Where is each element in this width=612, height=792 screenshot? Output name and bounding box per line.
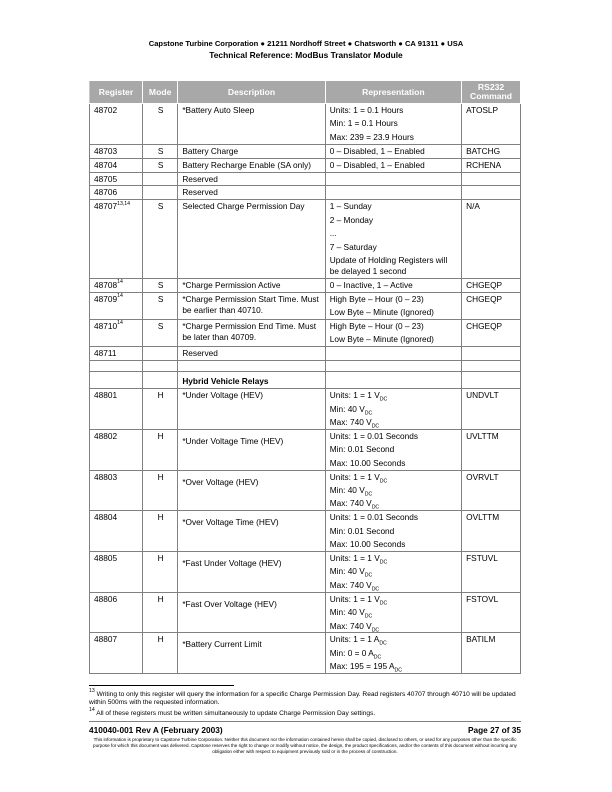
mode-cell bbox=[142, 186, 177, 200]
table-row bbox=[90, 511, 521, 552]
representation-line bbox=[330, 404, 458, 415]
representation-line: ... bbox=[329, 228, 337, 239]
register-number: 48709 bbox=[94, 293, 118, 304]
command-cell bbox=[462, 186, 521, 200]
table-row bbox=[90, 144, 521, 158]
representation-value: Units: 1 = 0.01 Seconds bbox=[329, 430, 419, 441]
representation-cell bbox=[325, 429, 461, 470]
representation-line bbox=[330, 539, 458, 550]
command-cell: FSTUVL bbox=[462, 552, 521, 593]
col-representation: Representation bbox=[325, 81, 461, 104]
table-row bbox=[90, 633, 521, 674]
table-row bbox=[90, 104, 521, 145]
footnote-13-text: Writing to only this register will query the information for a specific Charge Permission Day. Read registers 40707 through 40710 will be updated within 500ms with the requested information. bbox=[89, 691, 516, 706]
table-row bbox=[90, 320, 521, 347]
unit-subscript: DC bbox=[394, 667, 403, 674]
footnote-14-mark: 14 bbox=[89, 706, 95, 713]
table-row bbox=[90, 172, 521, 186]
representation-line bbox=[330, 553, 458, 564]
empty-cell bbox=[142, 361, 177, 372]
register-footnote-ref: 14 bbox=[117, 279, 123, 286]
footnote-14-text: All of these registers must be written simultaneously to update Charge Permission Day settings. bbox=[96, 710, 376, 717]
representation-line: High Byte – Hour (0 – 23) bbox=[329, 321, 424, 331]
representation-cell bbox=[325, 389, 461, 430]
register-cell bbox=[90, 347, 143, 361]
unit-subscript: DC bbox=[379, 559, 388, 566]
col-command-line1: RS232 bbox=[477, 82, 505, 92]
unit-subscript: DC bbox=[364, 491, 373, 498]
register-number: 48708 bbox=[94, 279, 118, 290]
col-command bbox=[462, 81, 521, 104]
representation-line bbox=[330, 594, 458, 605]
register-cell bbox=[90, 104, 143, 145]
command-cell: OVRVLT bbox=[462, 470, 521, 511]
command-cell: OVLTTM bbox=[462, 511, 521, 552]
representation-value: Min: 0.01 Second bbox=[329, 444, 395, 455]
representation-cell bbox=[325, 552, 461, 593]
empty-cell bbox=[325, 372, 461, 389]
register-number: 48710 bbox=[94, 321, 118, 331]
representation-line bbox=[330, 485, 458, 496]
description-cell: Battery Charge bbox=[178, 144, 325, 158]
representation-line bbox=[330, 607, 458, 618]
unit-subscript: DC bbox=[371, 627, 380, 634]
unit-subscript: DC bbox=[379, 600, 388, 607]
description-cell: Reserved bbox=[178, 186, 325, 200]
representation-line bbox=[330, 444, 458, 455]
unit-subscript: DC bbox=[379, 641, 387, 648]
representation-cell bbox=[325, 144, 461, 158]
register-number: 48711 bbox=[94, 348, 117, 359]
empty-cell bbox=[90, 372, 143, 389]
register-cell bbox=[90, 172, 143, 186]
table-row bbox=[90, 552, 521, 593]
footer-legal-notice: This information is proprietary to Capstone Turbine Corporation. Neither this document nor the information contained herein shall be copied, disclosed to others, or used for any purposes other than the specific purpose for which this document was delivered. Capstone reserves the right to change or modify without notice, the design, the product specifications, and/or the contents of this document without incurring any obligation either with respect to equipment previously sold or in the process of construction. bbox=[93, 737, 517, 754]
representation-line: 0 – Disabled, 1 – Enabled bbox=[329, 145, 425, 156]
register-footnote-ref: 14 bbox=[117, 320, 123, 327]
representation-line: Units: 1 = 0.1 Hours bbox=[329, 105, 404, 115]
description-cell: Selected Charge Permission Day bbox=[178, 200, 325, 278]
empty-cell bbox=[325, 361, 461, 372]
mode-cell: H bbox=[142, 552, 177, 593]
unit-subscript: DC bbox=[364, 410, 373, 417]
register-cell: 48804 bbox=[90, 511, 143, 552]
register-footnote-ref: 14 bbox=[117, 292, 123, 299]
register-number: 48703 bbox=[94, 145, 118, 156]
register-cell bbox=[90, 186, 143, 200]
unit-subscript: DC bbox=[364, 613, 373, 620]
register-footnote-ref: 13,14 bbox=[117, 200, 131, 207]
representation-value: Max: 10.00 Seconds bbox=[329, 539, 406, 550]
representation-line: Low Byte – Minute (Ignored) bbox=[329, 334, 434, 345]
unit-subscript: DC bbox=[371, 423, 380, 430]
table-row bbox=[90, 470, 521, 511]
register-cell: 48801 bbox=[90, 389, 143, 430]
representation-cell bbox=[325, 200, 461, 278]
mode-cell: H bbox=[142, 389, 177, 430]
mode-cell: H bbox=[142, 511, 177, 552]
table-row bbox=[90, 429, 521, 470]
command-cell: FSTOVL bbox=[462, 592, 521, 633]
description-cell: *Over Voltage (HEV) bbox=[178, 470, 325, 511]
register-cell bbox=[90, 292, 143, 319]
description-cell: *Over Voltage Time (HEV) bbox=[178, 511, 325, 552]
mode-cell: H bbox=[142, 633, 177, 674]
description-cell: *Charge Permission Start Time. Must be earlier than 40710. bbox=[178, 292, 325, 319]
representation-value: Min: 40 V bbox=[329, 607, 365, 618]
representation-cell bbox=[325, 172, 461, 186]
representation-value: Max: 740 V bbox=[329, 620, 372, 631]
representation-line bbox=[330, 472, 458, 483]
register-cell bbox=[90, 144, 143, 158]
section-row bbox=[90, 372, 521, 389]
representation-cell bbox=[325, 104, 461, 145]
description-cell: *Battery Auto Sleep bbox=[178, 104, 325, 145]
register-cell: 48802 bbox=[90, 429, 143, 470]
footer-doc-id: 410040-001 Rev A (February 2003) bbox=[89, 725, 223, 735]
representation-line: 1 – Sunday bbox=[329, 201, 372, 212]
empty-cell bbox=[462, 361, 521, 372]
command-cell: ATOSLP bbox=[462, 104, 521, 145]
representation-line bbox=[330, 417, 458, 428]
command-cell: CHGEQP bbox=[462, 320, 521, 347]
command-cell: N/A bbox=[462, 200, 521, 278]
description-cell: *Charge Permission End Time. Must be later than 40709. bbox=[178, 320, 325, 347]
representation-line bbox=[330, 390, 458, 401]
col-description: Description bbox=[178, 81, 325, 104]
mode-cell: H bbox=[142, 429, 177, 470]
table-row bbox=[90, 592, 521, 633]
description-cell: Battery Recharge Enable (SA only) bbox=[178, 158, 325, 172]
footnote-13 bbox=[89, 687, 529, 707]
mode-cell: S bbox=[142, 320, 177, 347]
mode-cell: S bbox=[142, 292, 177, 319]
footnote-14 bbox=[89, 706, 529, 718]
table-row-empty bbox=[90, 361, 521, 372]
table-row bbox=[90, 347, 521, 361]
mode-cell: S bbox=[142, 200, 177, 278]
register-table bbox=[89, 80, 521, 674]
representation-cell bbox=[325, 633, 461, 674]
command-cell bbox=[462, 347, 521, 361]
representation-value: Min: 40 V bbox=[329, 403, 365, 414]
table-row bbox=[90, 278, 521, 292]
footnote-13-mark: 13 bbox=[89, 687, 95, 694]
representation-line: 7 – Saturday bbox=[329, 241, 377, 252]
empty-cell bbox=[90, 361, 143, 372]
representation-line bbox=[330, 661, 458, 672]
register-number: 48707 bbox=[94, 201, 118, 212]
representation-line bbox=[330, 458, 458, 469]
table-row bbox=[90, 186, 521, 200]
representation-value: Min: 0 = 0 A bbox=[329, 647, 374, 658]
footer-page-number: Page 27 of 35 bbox=[467, 725, 521, 735]
representation-line: Low Byte – Minute (Ignored) bbox=[329, 307, 434, 318]
register-cell bbox=[90, 320, 143, 347]
representation-line bbox=[330, 580, 458, 591]
col-command-line2: Command bbox=[470, 91, 513, 101]
description-cell: *Battery Current Limit bbox=[178, 633, 325, 674]
empty-cell bbox=[462, 372, 521, 389]
representation-value: Min: 0.01 Second bbox=[329, 525, 395, 536]
representation-cell bbox=[325, 158, 461, 172]
unit-subscript: DC bbox=[373, 654, 382, 661]
empty-cell bbox=[178, 361, 325, 372]
col-register: Register bbox=[90, 81, 143, 104]
representation-cell bbox=[325, 278, 461, 292]
description-cell: *Fast Under Voltage (HEV) bbox=[178, 552, 325, 593]
footer-separator bbox=[89, 721, 521, 722]
representation-line bbox=[329, 498, 458, 512]
representation-line bbox=[329, 634, 458, 648]
representation-value: Max: 740 V bbox=[329, 416, 372, 427]
representation-line bbox=[329, 566, 458, 580]
description-cell: *Under Voltage (HEV) bbox=[178, 389, 325, 430]
command-cell: UNDVLT bbox=[462, 389, 521, 430]
table-row bbox=[90, 292, 521, 319]
representation-value: Max: 740 V bbox=[329, 498, 372, 509]
representation-value: Min: 40 V bbox=[329, 566, 365, 577]
command-cell: BATCHG bbox=[462, 144, 521, 158]
command-cell: UVLTTM bbox=[462, 429, 521, 470]
mode-cell: S bbox=[142, 158, 177, 172]
representation-value: Units: 1 = 0.01 Seconds bbox=[329, 512, 419, 523]
representation-line bbox=[330, 431, 458, 442]
description-cell: Reserved bbox=[178, 347, 325, 361]
register-number: 48705 bbox=[94, 173, 118, 184]
representation-line bbox=[330, 526, 458, 537]
representation-value: Units: 1 = 1 V bbox=[329, 390, 380, 401]
unit-subscript: DC bbox=[371, 586, 380, 593]
unit-subscript: DC bbox=[371, 505, 380, 512]
empty-cell bbox=[142, 372, 177, 389]
register-number: 48702 bbox=[94, 105, 118, 115]
table-row bbox=[90, 389, 521, 430]
representation-cell bbox=[325, 511, 461, 552]
register-number: 48706 bbox=[94, 187, 118, 198]
representation-line: 0 – Inactive, 1 – Active bbox=[329, 279, 413, 290]
description-cell: *Charge Permission Active bbox=[178, 278, 325, 292]
representation-value: Units: 1 = 1 A bbox=[329, 634, 380, 645]
page-title: Technical Reference: ModBus Translator Module bbox=[209, 50, 403, 60]
mode-cell: S bbox=[142, 278, 177, 292]
description-cell: *Under Voltage Time (HEV) bbox=[178, 429, 325, 470]
representation-cell bbox=[325, 320, 461, 347]
representation-cell bbox=[325, 186, 461, 200]
table-row bbox=[90, 200, 521, 278]
representation-value: Max: 740 V bbox=[329, 579, 372, 590]
representation-line: High Byte – Hour (0 – 23) bbox=[329, 293, 424, 304]
representation-cell bbox=[325, 592, 461, 633]
section-title: Hybrid Vehicle Relays bbox=[178, 372, 325, 389]
register-cell bbox=[90, 278, 143, 292]
representation-line: Max: 239 = 23.9 Hours bbox=[329, 131, 414, 142]
representation-value: Units: 1 = 1 V bbox=[329, 593, 380, 604]
description-cell: Reserved bbox=[178, 172, 325, 186]
representation-line: Min: 1 = 0.1 Hours bbox=[329, 118, 398, 129]
header-company: Capstone Turbine Corporation ● 21211 Nordhoff Street ● Chatsworth ● CA 91311 ● USA bbox=[148, 39, 464, 48]
register-cell: 48805 bbox=[90, 552, 143, 593]
mode-cell: H bbox=[142, 592, 177, 633]
command-cell: CHGEQP bbox=[462, 278, 521, 292]
register-cell: 48806 bbox=[90, 592, 143, 633]
footnote-separator bbox=[89, 685, 234, 686]
register-cell: 48803 bbox=[90, 470, 143, 511]
representation-line bbox=[330, 512, 458, 523]
mode-cell bbox=[142, 347, 177, 361]
representation-line: 2 – Monday bbox=[329, 214, 374, 225]
representation-cell bbox=[325, 292, 461, 319]
representation-value: Units: 1 = 1 V bbox=[329, 553, 380, 563]
command-cell: RCHENA bbox=[462, 158, 521, 172]
representation-cell bbox=[325, 347, 461, 361]
table-row bbox=[90, 158, 521, 172]
representation-value: Units: 1 = 1 V bbox=[329, 471, 380, 482]
representation-line bbox=[330, 648, 458, 659]
unit-subscript: DC bbox=[379, 396, 388, 403]
mode-cell: S bbox=[142, 104, 177, 145]
col-mode: Mode bbox=[142, 81, 177, 104]
representation-line bbox=[330, 621, 458, 632]
representation-line: Update of Holding Registers will be delayed 1 second bbox=[329, 254, 448, 276]
representation-line: 0 – Disabled, 1 – Enabled bbox=[329, 159, 425, 170]
representation-cell bbox=[325, 470, 461, 511]
representation-value: Min: 40 V bbox=[329, 484, 365, 495]
register-cell bbox=[90, 200, 143, 278]
representation-value: Max: 10.00 Seconds bbox=[329, 457, 406, 468]
register-number: 48704 bbox=[94, 159, 118, 170]
table-header-row bbox=[90, 81, 521, 104]
mode-cell: S bbox=[142, 144, 177, 158]
unit-subscript: DC bbox=[364, 573, 373, 580]
command-cell bbox=[462, 172, 521, 186]
representation-value: Max: 195 = 195 A bbox=[329, 661, 395, 672]
command-cell: BATILM bbox=[462, 633, 521, 674]
mode-cell: H bbox=[142, 470, 177, 511]
register-cell bbox=[90, 158, 143, 172]
description-cell: *Fast Over Voltage (HEV) bbox=[178, 592, 325, 633]
mode-cell bbox=[142, 172, 177, 186]
command-cell: CHGEQP bbox=[462, 292, 521, 319]
unit-subscript: DC bbox=[379, 478, 388, 485]
register-cell: 48807 bbox=[90, 633, 143, 674]
